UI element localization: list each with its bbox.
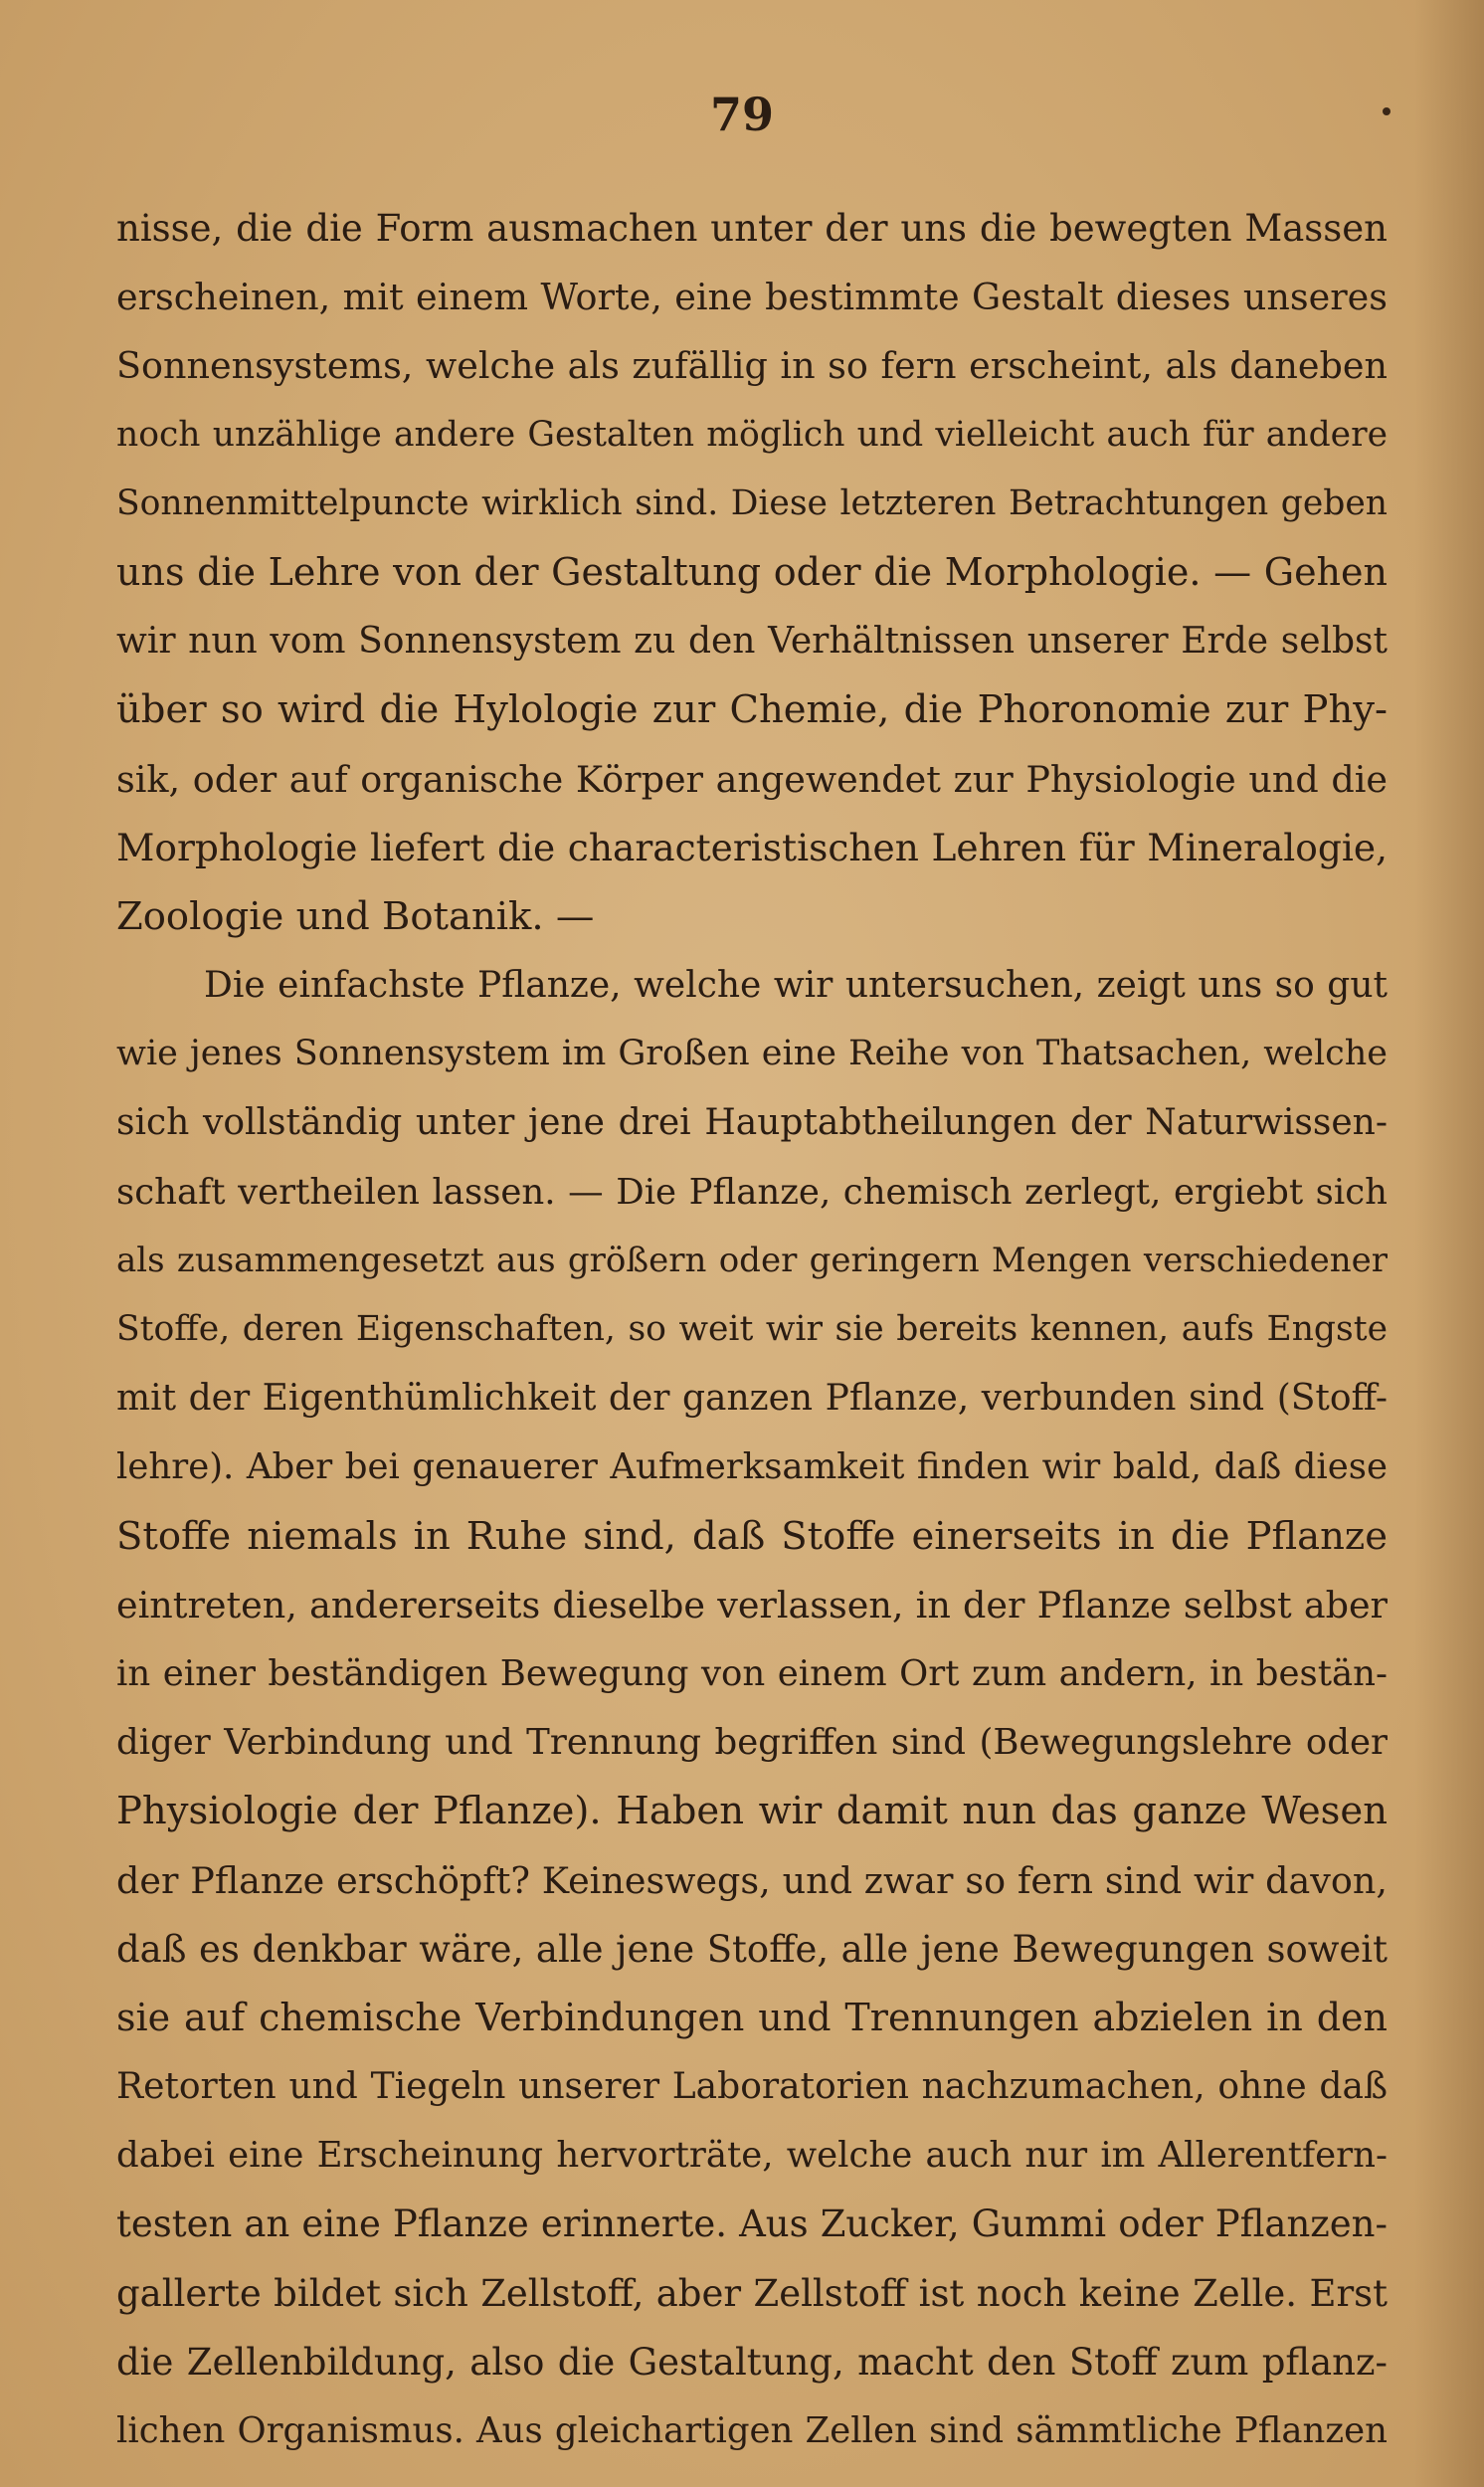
text-line: lehre). Aber bei genauerer Aufmerksamkeit finden wir bald, daß diese [116, 1446, 1388, 1488]
text-line: nisse, die die Form ausmachen unter der uns die bewegten Massen [116, 207, 1388, 250]
text-line: uns die Lehre von der Gestaltung oder die Morphologie. — Gehen [116, 549, 1388, 594]
text-line: dabei eine Erscheinung hervorträte, welche auch nur im Allerentfern- [116, 2135, 1388, 2177]
text-line: mit der Eigenthümlichkeit der ganzen Pflanze, verbunden sind (Stoff- [116, 1378, 1388, 1420]
page-number: 79 [709, 88, 774, 141]
text-line: Die einfachste Pflanze, welche wir untersuchen, zeigt uns so gut [204, 965, 1388, 1007]
text-line: testen an eine Pflanze erinnerte. Aus Zucker, Gummi oder Pflanzen- [116, 2202, 1388, 2246]
text-line: Stoffe, deren Eigenschaften, so weit wir sie bereits kennen, aufs Engste [116, 1309, 1388, 1349]
page-edge-shadow [1414, 0, 1484, 2487]
text-line: Retorten und Tiegeln unserer Laboratorien nachzumachen, ohne daß [116, 2066, 1388, 2108]
text-line: Sonnenmittelpuncte wirklich sind. Diese letzteren Betrachtungen geben [116, 482, 1388, 523]
text-line: als zusammengesetzt aus größern oder geringern Mengen verschiedener [116, 1240, 1388, 1280]
text-line: Stoffe niemals in Ruhe sind, daß Stoffe einerseits in die Pflanze [116, 1513, 1388, 1559]
text-line: lichen Organismus. Aus gleichartigen Zellen sind sämmtliche Pflanzen [116, 2410, 1388, 2451]
text-line: noch unzählige andere Gestalten möglich und vielleicht auch für andere [116, 414, 1388, 455]
text-line: der Pflanze erschöpft? Keineswegs, und zwar so fern sind wir davon, [116, 1858, 1388, 1902]
text-line: sich vollständig unter jene drei Hauptabtheilungen der Naturwissen- [116, 1102, 1388, 1144]
text-line: erscheinen, mit einem Worte, eine bestimmte Gestalt dieses unseres [116, 276, 1388, 319]
text-line: sie auf chemische Verbindungen und Trennungen abzielen in den [116, 1995, 1388, 2039]
text-line: diger Verbindung und Trennung begriffen sind (Bewegungslehre oder [116, 1722, 1388, 1764]
text-line: gallerte bildet sich Zellstoff, aber Zellstoff ist noch keine Zelle. Erst [116, 2271, 1388, 2315]
text-line: Zoologie und Botanik. — [116, 893, 595, 939]
text-line: Sonnensystems, welche als zufällig in so fern erscheint, als daneben [116, 344, 1388, 388]
text-line: Physiologie der Pflanze). Haben wir damit nun das ganze Wesen [116, 1789, 1388, 1834]
text-line: wie jenes Sonnensystem im Großen eine Reihe von Thatsachen, welche [116, 1034, 1388, 1074]
text-line: über so wird die Hylologie zur Chemie, die Phoronomie zur Phy- [116, 687, 1388, 733]
ink-speck [1383, 107, 1391, 115]
body-text [116, 194, 1388, 2465]
text-line: die Zellenbildung, also die Gestaltung, macht den Stoff zum pflanz- [116, 2340, 1388, 2384]
text-line: in einer beständigen Bewegung von einem Ort zum andern, in bestän- [116, 1652, 1388, 1694]
text-line: wir nun vom Sonnensystem zu den Verhältnissen unserer Erde selbst [116, 621, 1388, 663]
text-line: sik, oder auf organische Körper angewendet zur Physiologie und die [116, 757, 1388, 801]
text-line: schaft vertheilen lassen. — Die Pflanze, chemisch zerlegt, ergiebt sich [116, 1171, 1388, 1213]
text-line: daß es denkbar wäre, alle jene Stoffe, alle jene Bewegungen soweit [116, 1927, 1388, 1971]
text-line: eintreten, andererseits dieselbe verlassen, in der Pflanze selbst aber [116, 1583, 1388, 1626]
text-line: Morphologie liefert die characteristischen Lehren für Mineralogie, [116, 825, 1388, 869]
